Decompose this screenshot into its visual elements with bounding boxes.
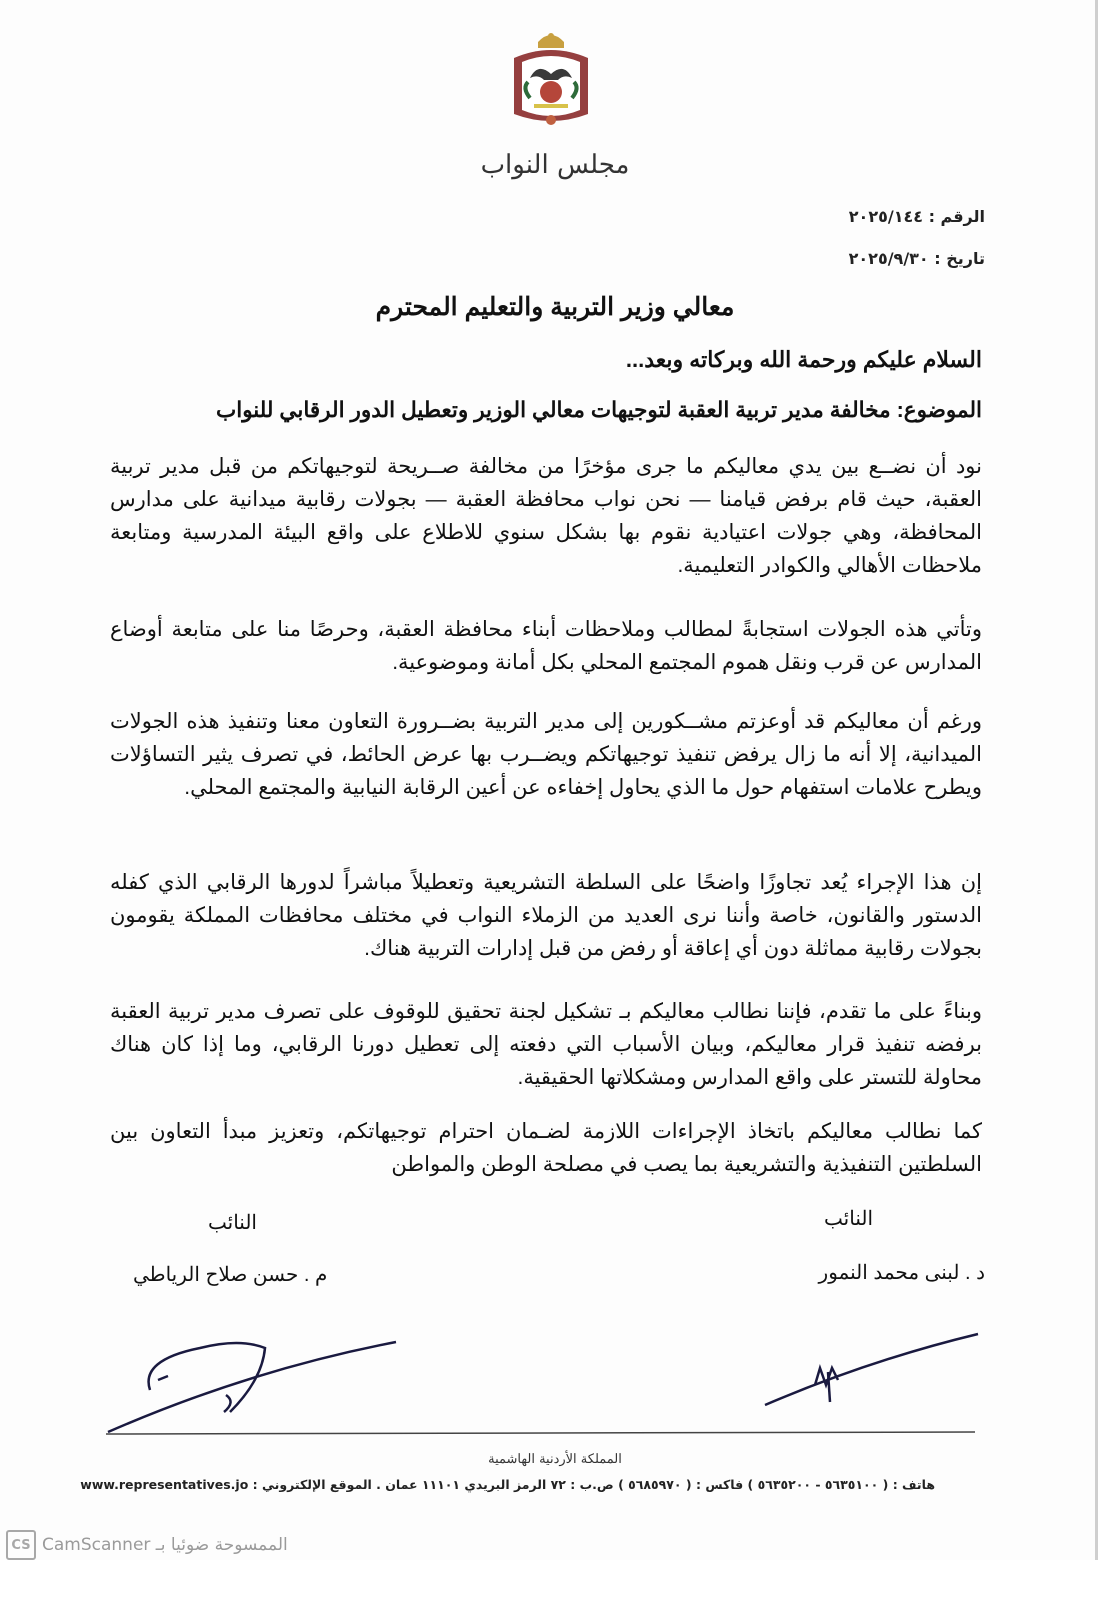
reference-label: الرقم : (928, 207, 985, 226)
footer-contact-info: هاتف : ( ٥٦٣٥١٠٠ - ٥٦٣٥٢٠٠ ) فاكس : ( ٥٦٨٥٩٧٠ ) ص.ب : ٧٢ الرمز البريدي ١١١٠١ عمان . الموقع الإلكتروني : www.representatives.jo (80, 1477, 935, 1492)
institution-name: مجلس النواب (480, 150, 630, 180)
subject-line: الموضوع: مخالفة مدير تربية العقبة لتوجيهات معالي الوزير وتعطيل الدور الرقابي للنواب (215, 398, 982, 422)
reference-value: ٢٠٢٥/١٤٤ (848, 207, 923, 226)
camscanner-text: الممسوحة ضوئيا بـ CamScanner (42, 1535, 288, 1555)
footer-kingdom-name: المملكة الأردنية الهاشمية (488, 1452, 622, 1467)
footer-divider (106, 1432, 975, 1434)
date-label: تاريخ : (934, 249, 985, 268)
camscanner-logo-icon: CS (6, 1530, 36, 1560)
paragraph-6: كما نطالب معاليكم باتخاذ الإجراءات اللازمة لضـمان احترام توجيهاتكم، وتعزيز مبدأ التعاون بين السلطتين التنفيذية والتشريعية بما يصب في مصلحة الوطن والمواطن (110, 1120, 982, 1176)
signature-left (108, 1342, 396, 1432)
greeting: السلام عليكم ورحمة الله وبركاته وبعد... (625, 347, 982, 372)
signatory-1-title: النائب (824, 1208, 873, 1230)
paragraph-2: وتأتي هذه الجولات استجابةً لمطالب وملاحظات أبناء محافظة العقبة، وحرصًا منا على متابعة أوضاع المدارس عن قرب ونقل هموم المجتمع المحلي بكل أمانة وموضوعية. (110, 618, 982, 674)
date-value: ٢٠٢٥/٩/٣٠ (848, 249, 929, 268)
signatory-2-title: النائب (208, 1212, 257, 1234)
signatory-2-name: م . حسن صلاح الرياطي (133, 1264, 328, 1286)
signatory-1-name: د . لبنى محمد النمور (818, 1262, 985, 1284)
camscanner-watermark (6, 1530, 288, 1560)
paragraph-1: نود أن نضــع بين يدي معاليكم ما جرى مؤخرًا من مخالفة صــريحة لتوجيهاتكم من قبل مدير تربية العقبة، حيث قام برفض قيامنا — نحن نواب محافظة العقبة — بجولات رقابية ميدانية على مدارس المحافظة، وهي جولات اعتيادية نقوم بها بشكل سنوي للاطلاع على واقع البيئة المدرسية ومتابعة ملاحظات الأهالي والكوادر التعليمية. (110, 455, 982, 577)
paragraph-5: وبناءً على ما تقدم، فإننا نطالب معاليكم بـ تشكيل لجنة تحقيق للوقوف على تصرف مدير تربية العقبة برفضه تنفيذ قرار معاليكم، وبيان الأسباب التي دفعته إلى تعطيل دورنا الرقابي، وما إذا كان هناك محاولة للتستر على واقع المدارس ومشكلاتها الحقيقية. (110, 1000, 982, 1089)
signature-right (765, 1334, 978, 1405)
paragraph-3: ورغم أن معاليكم قد أوعزتم مشــكورين إلى مدير التربية بضــرورة التعاون معنا وتنفيذ هذه الجولات الميدانية، إلا أنه ما زال يرفض تنفيذ توجيهاتكم ويضــرب بها عرض الحائط، في تصرف يثير التساؤلات ويطرح علامات استفهام حول ما الذي يحاول إخفاءه عن أعين الرقابة النيابية والمجتمع المحلي. (110, 710, 982, 799)
paragraph-4: إن هذا الإجراء يُعد تجاوزًا واضحًا على السلطة التشريعية وتعطيلاً مباشراً لدورها الرقابي الذي كفله الدستور والقانون، خاصة وأننا نرى العديد من الزملاء النواب في مختلف محافظات المملكة يقومون بجولات رقابية مماثلة دون أي إعاقة أو رفض من قبل إدارات التربية هناك. (110, 871, 982, 960)
addressee: معالي وزير التربية والتعليم المحترم (375, 293, 735, 321)
